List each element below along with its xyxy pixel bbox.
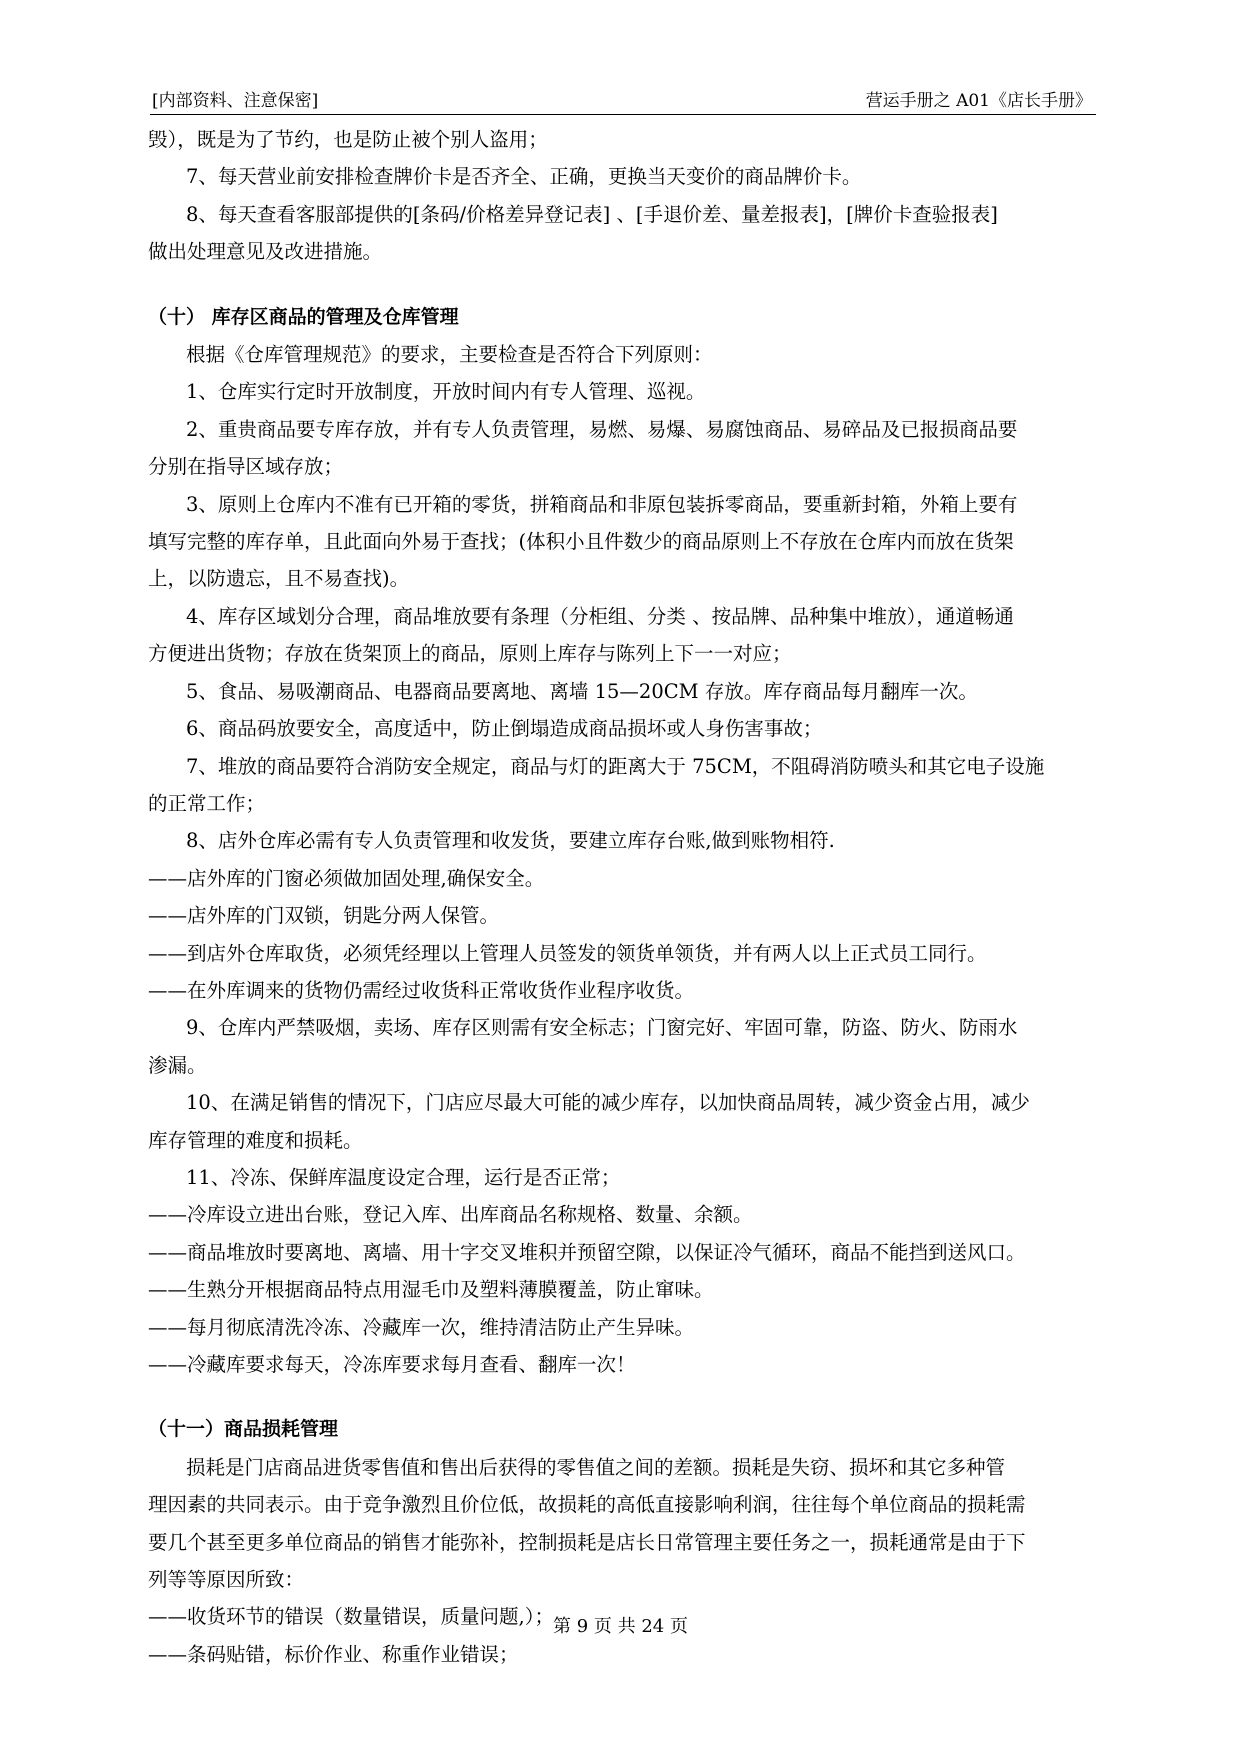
paragraph-line: 理因素的共同表示。由于竞争激烈且价位低，故损耗的高低直接影响利润，往往每个单位商品的损耗需 bbox=[148, 1493, 1026, 1517]
page-number: 第 9 页 共 24 页 bbox=[553, 1616, 688, 1637]
section-heading: （十一）商品损耗管理 bbox=[148, 1418, 339, 1441]
paragraph-line: 2、重贵商品要专库存放，并有专人负责管理，易燃、易爆、易腐蚀商品、易碎品及已报损商品要 bbox=[186, 417, 1018, 441]
paragraph-line: 毁），既是为了节约，也是防止被个别人盗用； bbox=[148, 128, 548, 151]
paragraph-line: ——店外库的门窗必须做加固处理,确保安全。 bbox=[148, 866, 545, 890]
paragraph-line: 方便进出货物；存放在货架顶上的商品，原则上库存与陈列上下一一对应； bbox=[148, 642, 792, 666]
paragraph-line: 库存管理的难度和损耗。 bbox=[148, 1128, 363, 1152]
paragraph-line: 的正常工作； bbox=[148, 791, 266, 815]
paragraph-line: ——店外库的门双锁，钥匙分两人保管。 bbox=[148, 904, 500, 928]
paragraph-line: 损耗是门店商品进货零售值和售出后获得的零售值之间的差额。损耗是失窃、损坏和其它多种管 bbox=[186, 1455, 1006, 1479]
paragraph-line: ——到店外仓库取货，必须凭经理以上管理人员签发的领货单领货，并有两人以上正式员工同行。 bbox=[148, 941, 987, 965]
paragraph-line: ——收货环节的错误（数量错误，质量问题,）； bbox=[148, 1605, 554, 1629]
paragraph-line: 7、每天营业前安排检查牌价卡是否齐全、正确，更换当天变价的商品牌价卡。 bbox=[186, 165, 862, 189]
paragraph-line: 8、每天查看客服部提供的[条码/价格差异登记表] 、[手退价差、量差报表]，[牌价卡查验报表] bbox=[186, 202, 998, 226]
paragraph-line: 5、食品、易吸潮商品、电器商品要离地、离墙 15—20CM 存放。库存商品每月翻库一次。 bbox=[186, 679, 978, 703]
paragraph-line: 分别在指导区域存放； bbox=[148, 455, 344, 479]
paragraph-line: ——每月彻底清洗冷冻、冷藏库一次，维持清洁防止产生异味。 bbox=[148, 1315, 695, 1339]
paragraph-line: 6、商品码放要安全，高度适中，防止倒塌造成商品损坏或人身伤害事故； bbox=[186, 717, 823, 741]
paragraph-line: 渗漏。 bbox=[148, 1053, 207, 1077]
section-spacer bbox=[148, 271, 1098, 299]
paragraph-line: 要几个甚至更多单位商品的销售才能弥补，控制损耗是店长日常管理主要任务之一，损耗通常是由于下 bbox=[148, 1530, 1026, 1554]
paragraph-line: 3、原则上仓库内不准有已开箱的零货，拼箱商品和非原包装拆零商品，要重新封箱，外箱上要有 bbox=[186, 492, 1018, 516]
paragraph-line: 4、库存区域划分合理，商品堆放要有条理（分柜组、分类 、按品牌、品种集中堆放），通道畅通 bbox=[186, 604, 1014, 628]
paragraph-line: ——条码贴错，标价作业、称重作业错误； bbox=[148, 1642, 519, 1666]
section-heading: （十） 库存区商品的管理及仓库管理 bbox=[148, 305, 459, 328]
page-header bbox=[150, 86, 1096, 115]
confidential-label: [内部资料、注意保密] bbox=[152, 91, 319, 111]
paragraph-line: 填写完整的库存单，且此面向外易于查找；(体积小且件数少的商品原则上不存放在仓库内而放在货架 bbox=[148, 530, 1014, 554]
document-body bbox=[148, 121, 1098, 1673]
paragraph-line: 10、在满足销售的情况下，门店应尽最大可能的减少库存，以加快商品周转，减少资金占用，减少 bbox=[186, 1091, 1030, 1115]
paragraph-line: 1、仓库实行定时开放制度，开放时间内有专人管理、巡视。 bbox=[186, 380, 706, 404]
paragraph-line: ——生熟分开根据商品特点用湿毛巾及塑料薄膜覆盖，防止窜味。 bbox=[148, 1278, 714, 1302]
manual-title: 营运手册之 A01《店长手册》 bbox=[865, 91, 1092, 111]
paragraph-line: ——冷库设立进出台账，登记入库、出库商品名称规格、数量、余额。 bbox=[148, 1203, 753, 1227]
paragraph-line: ——在外库调来的货物仍需经过收货科正常收货作业程序收货。 bbox=[148, 978, 695, 1002]
paragraph-line: 8、店外仓库必需有专人负责管理和收发货，要建立库存台账,做到账物相符. bbox=[186, 829, 835, 853]
section-spacer bbox=[148, 1383, 1098, 1411]
paragraph-line: 9、仓库内严禁吸烟，卖场、库存区则需有安全标志；门窗完好、牢固可靠，防盗、防火、防雨水 bbox=[186, 1016, 1018, 1040]
paragraph-line: 7、堆放的商品要符合消防安全规定，商品与灯的距离大于 75CM，不阻碍消防喷头和其它电子设施 bbox=[186, 754, 1045, 778]
paragraph-line: 11、冷冻、保鲜库温度设定合理，运行是否正常； bbox=[186, 1165, 621, 1189]
paragraph-line: ——商品堆放时要离地、离墙、用十字交叉堆积并预留空隙，以保证冷气循环，商品不能挡到送风口。 bbox=[148, 1240, 1026, 1264]
paragraph-line: 列等等原因所致： bbox=[148, 1568, 305, 1592]
paragraph-line: ——冷藏库要求每天，冷冻库要求每月查看、翻库一次！ bbox=[148, 1353, 636, 1376]
paragraph-line: 上，以防遗忘，且不易查找)。 bbox=[148, 567, 410, 591]
paragraph-line: 根据《仓库管理规范》的要求，主要检查是否符合下列原则： bbox=[186, 343, 713, 367]
paragraph-line: 做出处理意见及改进措施。 bbox=[148, 240, 383, 264]
